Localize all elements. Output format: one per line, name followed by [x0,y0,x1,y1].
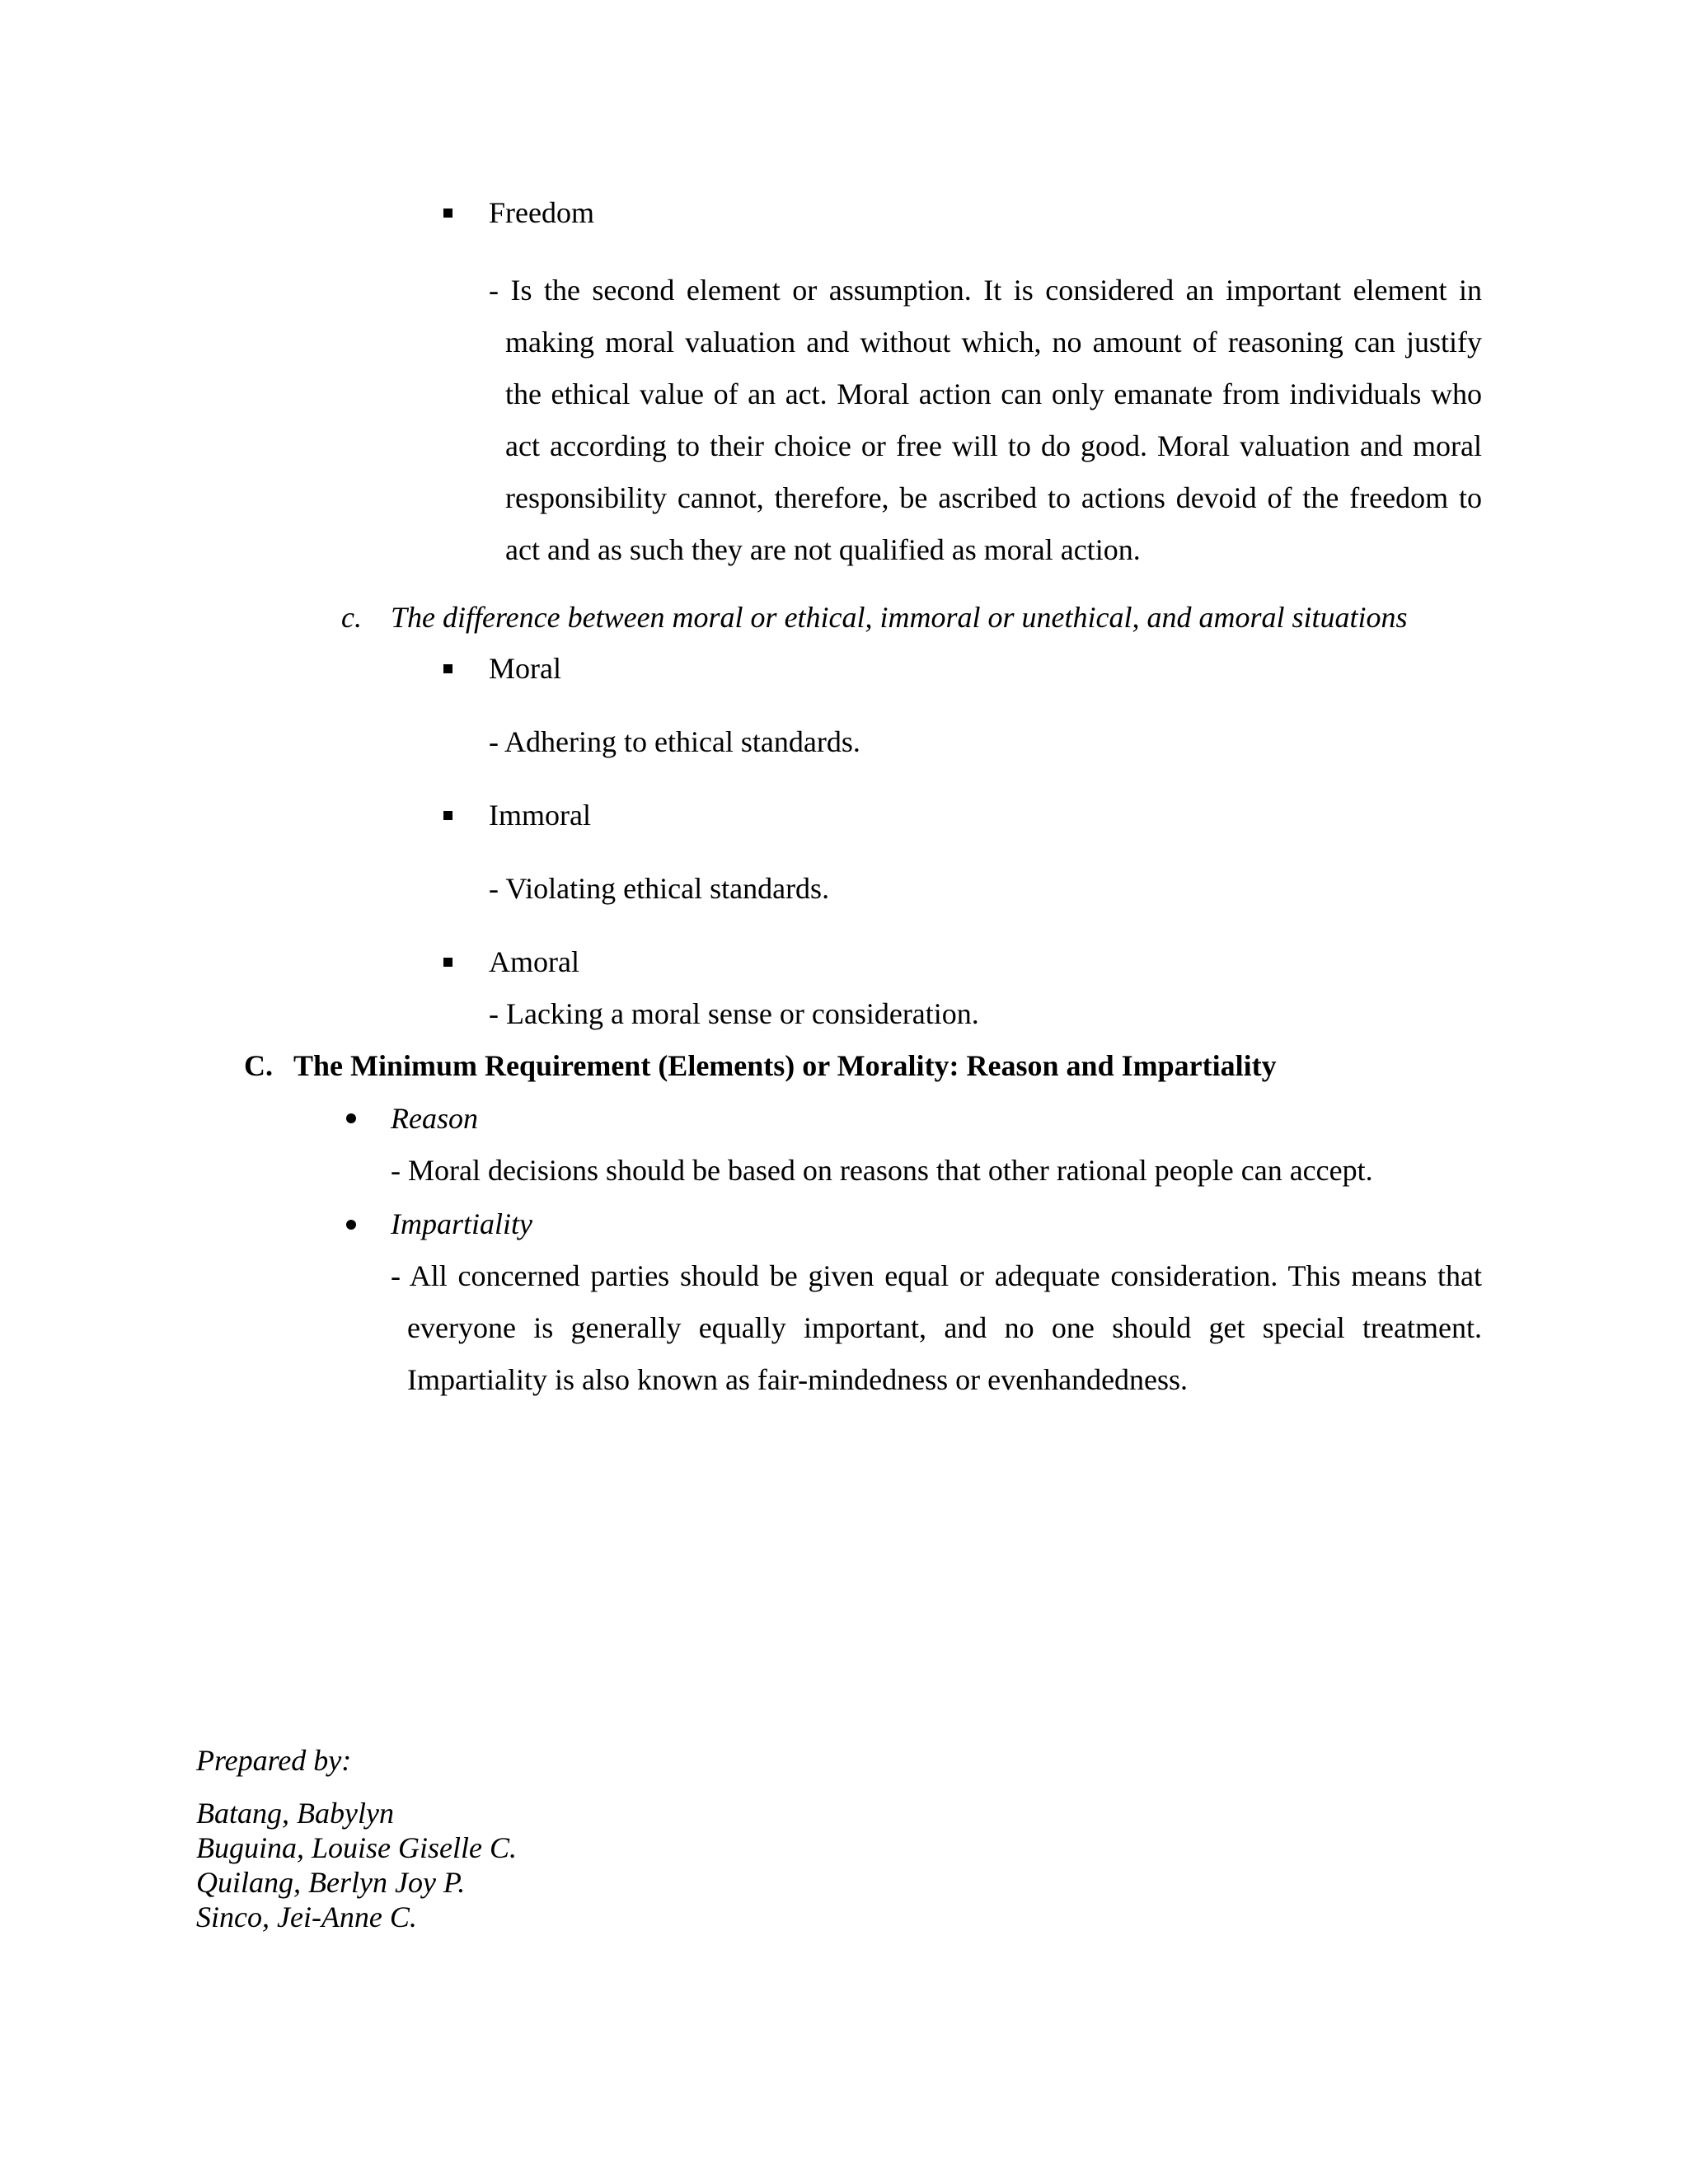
moral-description: - Adhering to ethical standards. [489,725,860,758]
amoral-description: - Lacking a moral sense or consideration. [489,997,979,1030]
prepared-by-label: Prepared by: [196,1744,352,1777]
preparer-name: Buguina, Louise Giselle C. [196,1831,517,1864]
reason-label: Reason [391,1102,478,1135]
square-bullet-icon [443,958,452,967]
difference-marker: c. [341,601,362,634]
section-c-marker: C. [244,1049,273,1082]
round-bullet-icon [346,1220,356,1230]
difference-heading: The difference between moral or ethical, immoral or unethical, and amoral situations [391,601,1408,634]
square-bullet-icon [443,811,452,820]
square-bullet-icon [443,664,452,673]
moral-label: Moral [489,652,561,685]
square-bullet-icon [443,209,452,218]
round-bullet-icon [346,1113,356,1123]
reason-description: - Moral decisions should be based on reasons that other rational people can accept. [391,1154,1373,1187]
preparer-name: Quilang, Berlyn Joy P. [196,1866,466,1899]
freedom-description: - Is the second element or assumption. It is considered an important element in making moral valuation and without which, no amount of reasoning can justify the ethical value of an act. Moral action can only emanate from individuals who act according to their choice or free will to do good. Moral valuation and moral responsibility cannot, therefore, be ascribed to actions devoid of the freedom to act and as such they are not qualified as moral action. [489,274,1482,566]
immoral-description: - Violating ethical standards. [489,872,830,905]
impartiality-description: - All concerned parties should be given equal or adequate consideration. This means that everyone is generally equally important, and no one should get special treatment. Impartiality is also known as fair-mindedness or evenhandedness. [391,1259,1482,1396]
preparer-name: Sinco, Jei-Anne C. [196,1900,417,1933]
freedom-label: Freedom [489,196,594,229]
immoral-label: Immoral [489,799,591,832]
impartiality-label: Impartiality [391,1207,532,1240]
preparer-name: Batang, Babylyn [196,1797,394,1830]
section-c-heading: The Minimum Requirement (Elements) or Morality: Reason and Impartiality [293,1049,1277,1082]
amoral-label: Amoral [489,945,579,978]
